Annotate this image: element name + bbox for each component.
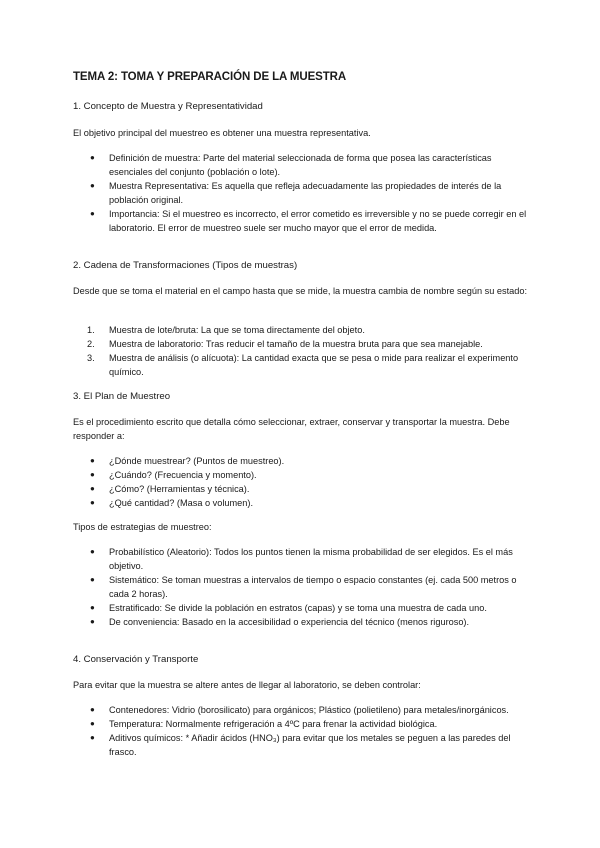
bullet-icon: ● xyxy=(90,603,95,612)
list-item: ● ¿Dónde muestrear? (Puntos de muestreo). xyxy=(90,456,285,466)
list-item: ● Aditivos químicos: * Añadir ácidos (HNO₃) para evitar que los metales se peguen a las paredes del frasco. xyxy=(90,733,511,757)
list-item: ● Sistemático: Se toman muestras a intervalos de tiempo o espacio constantes (ej. cada 500 metros o cada 2 horas). xyxy=(90,575,517,599)
page-title: TEMA 2: TOMA Y PREPARACIÓN DE LA MUESTRA xyxy=(73,71,347,83)
list-item: ● Probabilístico (Aleatorio): Todos los puntos tienen la misma probabilidad de ser elegidos. Es el más objetivo. xyxy=(90,547,513,571)
section-2-list xyxy=(73,323,533,379)
bullet-icon: ● xyxy=(90,705,95,714)
section-1-heading: 1. Concepto de Muestra y Representatividad xyxy=(73,101,263,112)
bullet-icon: ● xyxy=(90,456,95,465)
list-item: ● Temperatura: Normalmente refrigeración a 4ºC para frenar la actividad biológica. xyxy=(90,719,438,729)
list-item: ● Muestra Representativa: Es aquella que refleja adecuadamente las propiedades de interés de la población original. xyxy=(90,181,502,205)
section-2-intro: Desde que se toma el material en el campo hasta que se mide, la muestra cambia de nombre según su estado: xyxy=(73,286,528,296)
bullet-icon: ● xyxy=(90,575,95,584)
list-item: ● Importancia: Si el muestreo es incorrecto, el error cometido es irreversible y no se puede corregir en el laboratorio. El error de muestreo suele ser mucho mayor que el error de medida. xyxy=(90,209,527,233)
section-4-list xyxy=(73,703,533,759)
list-item: ● ¿Cuándo? (Frecuencia y momento). xyxy=(90,470,257,480)
bullet-icon: ● xyxy=(90,484,95,493)
list-item: ● Contenedores: Vidrio (borosilicato) para orgánicos; Plástico (polietileno) para metales/inorgánicos. xyxy=(90,705,509,715)
bullet-icon: ● xyxy=(90,470,95,479)
section-3-intro: Es el procedimiento escrito que detalla cómo seleccionar, extraer, conservar y transportar la muestra. Debe responder a: xyxy=(73,417,510,441)
section-2-heading: 2. Cadena de Transformaciones (Tipos de muestras) xyxy=(73,260,298,271)
list-item: 2. Muestra de laboratorio: Tras reducir el tamaño de la muestra bruta para que sea manejable. xyxy=(87,339,483,349)
list-item: ● ¿Qué cantidad? (Masa o volumen). xyxy=(90,498,254,508)
bullet-icon: ● xyxy=(90,733,95,742)
list-item: ● Estratificado: Se divide la población en estratos (capas) y se toma una muestra de cada uno. xyxy=(90,603,487,613)
bullet-icon: ● xyxy=(90,498,95,507)
list-item: 1. Muestra de lote/bruta: La que se toma directamente del objeto. xyxy=(87,325,365,335)
section-1-intro: El objetivo principal del muestreo es obtener una muestra representativa. xyxy=(73,128,371,138)
section-3-heading: 3. El Plan de Muestreo xyxy=(73,391,171,402)
bullet-icon: ● xyxy=(90,153,95,162)
strategies-intro: Tipos de estrategias de muestreo: xyxy=(73,522,212,532)
list-item: ● ¿Cómo? (Herramientas y técnica). xyxy=(90,484,250,494)
section-1-list xyxy=(73,151,533,235)
strategies-list xyxy=(73,545,533,629)
section-4-intro: Para evitar que la muestra se altere antes de llegar al laboratorio, se deben controlar: xyxy=(73,680,421,690)
list-item: ● Definición de muestra: Parte del material seleccionada de forma que posea las características esenciales del conjunto (población o lote). xyxy=(90,153,492,177)
list-item: 3. Muestra de análisis (o alícuota): La cantidad exacta que se pesa o mide para realizar el experimento químico. xyxy=(87,353,519,377)
bullet-icon: ● xyxy=(90,547,95,556)
bullet-icon: ● xyxy=(90,209,95,218)
bullet-icon: ● xyxy=(90,719,95,728)
section-3-questions xyxy=(73,454,533,510)
list-item: ● De conveniencia: Basado en la accesibilidad o experiencia del técnico (menos riguroso). xyxy=(90,617,470,627)
bullet-icon: ● xyxy=(90,617,95,626)
section-4-heading: 4. Conservación y Transporte xyxy=(73,654,199,665)
bullet-icon: ● xyxy=(90,181,95,190)
